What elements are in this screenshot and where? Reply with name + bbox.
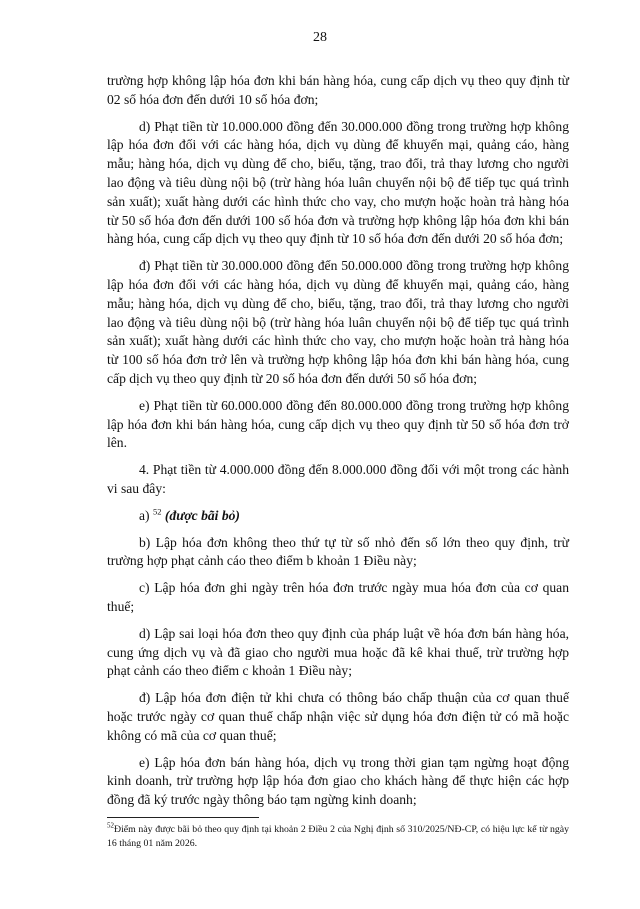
paragraph-point-b: b) Lập hóa đơn không theo thứ tự từ số nhỏ đến số lớn theo quy định, trừ trường hợp phạt cảnh cáo theo điểm b khoản 1 Điều này;	[107, 534, 569, 569]
footnote-number: 52	[107, 821, 114, 830]
footnote-text: Điểm này được bãi bỏ theo quy định tại khoản 2 Điều 2 của Nghị định số 310/2025/NĐ-CP, có hiệu lực kể từ ngày 16 tháng 01 năm 2026.	[107, 824, 569, 849]
page-number: 28	[313, 30, 327, 45]
point-a-prefix: a)	[139, 507, 153, 523]
paragraph-point-c2: c) Lập hóa đơn ghi ngày trên hóa đơn trước ngày mua hóa đơn của cơ quan thuế;	[107, 580, 569, 614]
paragraph-point-a-repealed	[107, 507, 569, 526]
paragraph-point-e: e) Phạt tiền từ 60.000.000 đồng đến 80.000.000 đồng trong trường hợp không lập hóa đơn khi bán hàng hóa, cung cấp dịch vụ theo quy định từ 50 số hóa đơn trở lên.	[107, 397, 569, 451]
paragraph-point-dd2: đ) Lập hóa đơn điện tử khi chưa có thông báo chấp thuận của cơ quan thuế hoặc trước ngày cơ quan thuế chấp nhận việc sử dụng hóa đơn điện tử có mã hoặc không có mã của cơ quan thuế;	[107, 690, 569, 743]
paragraph-point-d: đ) Phạt tiền từ 30.000.000 đồng đến 50.000.000 đồng trong trường hợp không lập hóa đơn đối với các hàng hóa, dịch vụ dùng để khuyến mại, quảng cáo, hàng mẫu; hàng hóa, dịch vụ dùng để cho, biếu, tặng, trao đổi, trả thay lương cho người lao động và tiêu dùng nội bộ (trừ hàng hóa luân chuyển nội bộ để tiếp tục quá trình sản xuất); xuất hàng dưới các hình thức cho vay, cho mượn hoặc hoàn trả hàng hóa từ 100 số hóa đơn trở lên và trường hợp không lập hóa đơn khi bán hàng hóa, cung cấp dịch vụ theo quy định từ 20 số hóa đơn đến dưới 50 số hóa đơn;	[107, 258, 569, 386]
footnote-reference[interactable]: 52	[152, 506, 162, 517]
paragraph-clause-4: 4. Phạt tiền từ 4.000.000 đồng đến 8.000.000 đồng đối với một trong các hành vi sau đây:	[107, 462, 569, 496]
paragraph-point-c: d) Phạt tiền từ 10.000.000 đồng đến 30.000.000 đồng trong trường hợp không lập hóa đơn đối với các hàng hóa, dịch vụ dùng để khuyến mại, quảng cáo, hàng mẫu; hàng hóa, dịch vụ dùng để cho, biếu, tặng, trao đổi, trả thay lương cho người lao động và tiêu dùng nội bộ (trừ hàng hóa luân chuyển nội bộ để tiếp tục quá trình sản xuất); xuất hàng dưới các hình thức cho vay, cho mượn hoặc hoàn trả hàng hóa từ 50 số hóa đơn đến dưới 100 số hóa đơn và trường hợp không lập hóa đơn khi bán hàng hóa, cung cấp dịch vụ theo quy định từ 10 số hóa đơn đến dưới 20 số hóa đơn;	[107, 118, 569, 247]
footnote-divider	[107, 817, 259, 818]
footnote	[107, 823, 569, 851]
paragraph-point-e2: e) Lập hóa đơn bán hàng hóa, dịch vụ trong thời gian tạm ngừng hoạt động kinh doanh, trừ trường hợp lập hóa đơn giao cho khách hàng để thực hiện các hợp đồng đã ký trước ngày thông báo tạm ngừng kinh doanh;	[107, 754, 569, 808]
paragraph-continuation: trường hợp không lập hóa đơn khi bán hàng hóa, cung cấp dịch vụ theo quy định từ 02 số hóa đơn đến dưới 10 số hóa đơn;	[107, 73, 569, 107]
paragraph-point-d2: d) Lập sai loại hóa đơn theo quy định của pháp luật về hóa đơn bán hàng hóa, cung ứng dịch vụ và đã giao cho người mua hoặc đã kê khai thuế, trừ trường hợp phạt cảnh cáo theo điểm c khoản 1 Điều này;	[107, 625, 569, 679]
document-body	[107, 72, 569, 818]
repealed-note: (được bãi bỏ)	[164, 507, 240, 523]
